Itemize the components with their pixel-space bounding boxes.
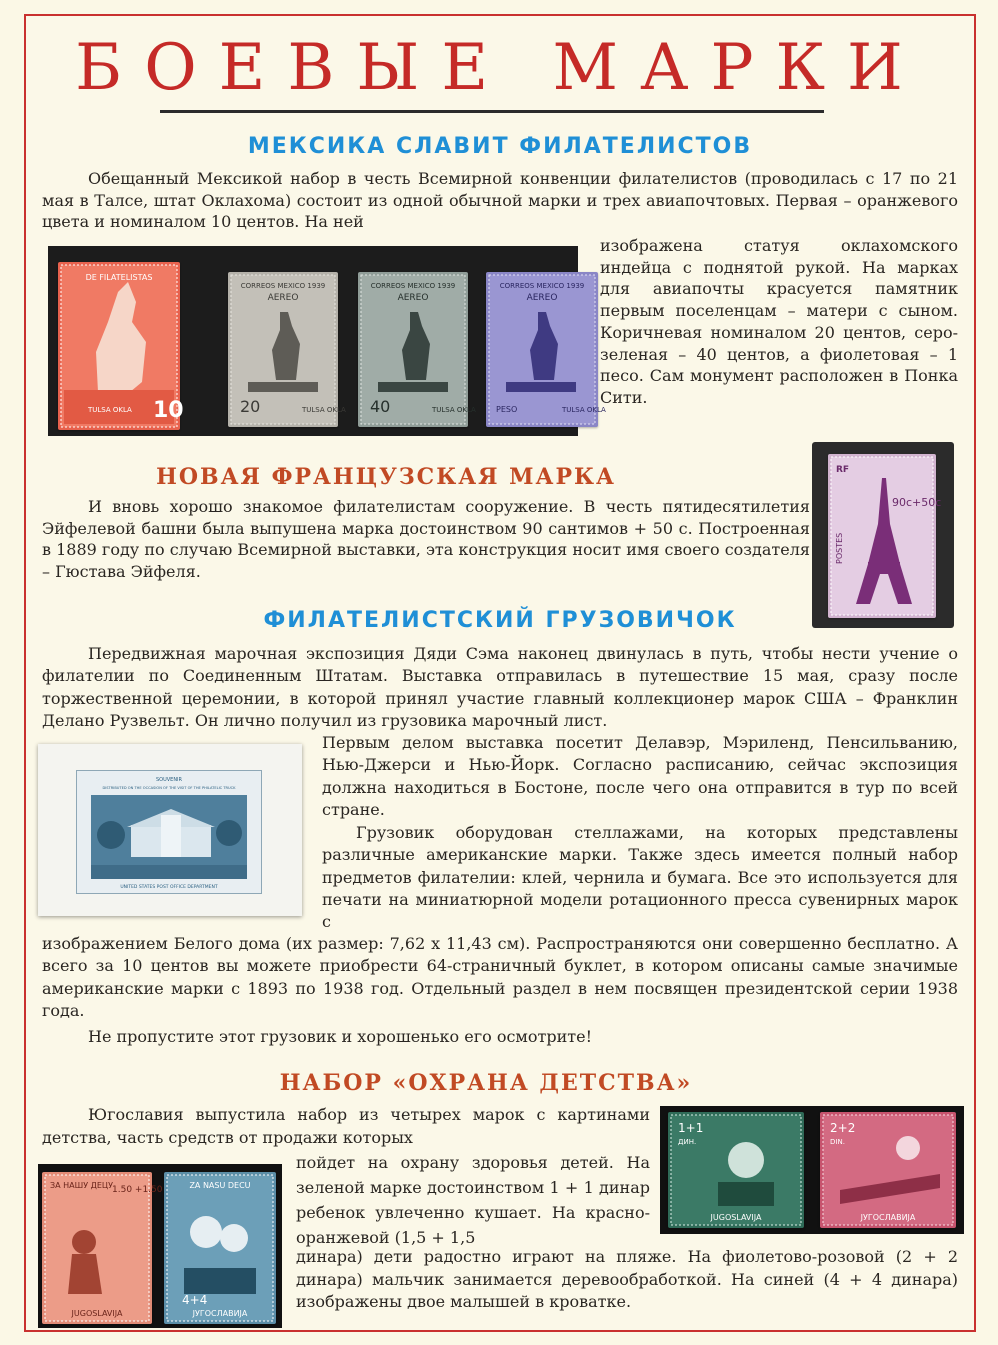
mexico-paragraph-side: изображена статуя оклахомского индейца с поднятой рукой. На марках для авиапочты красуется памятник первым поселенцам – матери с сыном. Коричневая номиналом 20 центов, серо-зеленая – 40 центов, а фиолетовая – 1 песо. Сам монумент расположен в Понка Сити. xyxy=(600,236,958,407)
yugo-stamps-photo-right xyxy=(660,1106,964,1234)
mexico-paragraph-top: Обещанный Мексикой набор в честь Всемирной конвенции филателистов (проводилась с 17 по 21 мая в Талсе, штат Оклахома) состоит из одной обычной марки и трех авиапочтовых. Первая – оранжевого цвета и номиналом 10 центов. На ней xyxy=(42,169,958,231)
mexico-stamp-20c xyxy=(228,272,346,427)
mexico-stamp-3-top: CORREOS MEXICO 1939 xyxy=(370,282,456,290)
mexico-stamps-photo xyxy=(48,246,606,436)
mexico-stamp-40c xyxy=(358,272,476,427)
mexico-stamp-1peso xyxy=(486,272,606,427)
white-house-sheet xyxy=(38,744,302,916)
mexico-stamp-3-sub: AEREO xyxy=(397,293,429,303)
mexico-stamp-4-unit: PESO xyxy=(496,405,518,414)
mexico-stamp-2-top: CORREOS MEXICO 1939 xyxy=(240,282,326,290)
mexico-stamp-1-value: 10 xyxy=(153,398,184,423)
mexico-stamp-4-city: TULSA OKLA xyxy=(562,406,606,414)
yugo-stamp-2 xyxy=(820,1112,956,1228)
yugo-stamp-3-unit: ДИН. xyxy=(678,1138,697,1146)
yugo-stamps-photo-left xyxy=(38,1164,282,1328)
yugo-stamp-4 xyxy=(164,1172,276,1324)
yugo-stamp-3-bottom: JUGOSLAVIJA xyxy=(710,1213,762,1222)
heading-france: НОВАЯ ФРАНЦУЗСКАЯ МАРКА xyxy=(156,464,616,490)
yugo-stamp-2-value: 4+4 xyxy=(182,1293,208,1307)
mexico-stamp-2-city: TULSA OKLA xyxy=(302,406,346,414)
mexico-stamp-2-sub: AEREO xyxy=(267,293,299,303)
yugo-stamp-4-bottom: ЈУГОСЛАВИЈА xyxy=(860,1213,916,1222)
yugo-stamp-2-top: ZA NASU DECU xyxy=(189,1181,251,1190)
truck-paragraph-top: Передвижная марочная экспозиция Дяди Сэма наконец двинулась в путь, чтобы нести учение о филателии по Соединенным Штатам. Выставка отправилась в путешествие 15 мая, сразу после торжественной церемонии, в которой принял участие главный коллекционер марок США – Франклин Делано Рузвельт. Он лично получил из грузовика марочный лист. xyxy=(42,644,958,730)
mexico-stamp-3-city: TULSA OKLA xyxy=(432,406,476,414)
mexico-stamp-4-top: CORREOS MEXICO 1939 xyxy=(499,282,585,290)
yugo-stamp-3-value: 1+1 xyxy=(678,1121,704,1135)
children-paragraph-side: пойдет на охрану здоровья детей. На зеленой марке достоинством 1 + 1 динар ребенок увлеченно кушает. На красно-оранжевой (1,5 + 1,5 xyxy=(296,1153,650,1247)
children-paragraph-top: Югославия выпустила набор из четырех марок с картинами детства, часть средств от продажи которых xyxy=(42,1105,650,1147)
truck-paragraph-side-1: Первым делом выставка посетит Делавэр, Мэриленд, Пенсильванию, Нью-Джерси и Нью-Йорк. Согласно расписанию, сейчас экспозиция должна находиться в Бостоне, после чего она отправится в тур по всей стране. xyxy=(322,733,958,819)
truck-paragraph-last: Не пропустите этот грузовик и хорошенько его осмотрите! xyxy=(88,1027,593,1046)
truck-paragraph-bottom: изображением Белого дома (их размер: 7,62 х 11,43 см). Распространяются они совершенно бесплатно. А всего за 10 центов вы можете приобрести 64-страничный буклет, в котором описаны самые значимые американские марки с 1893 по 1938 год. Отдельный раздел в нем посвящен президентской серии 1938 года. xyxy=(42,934,958,1020)
eiffel-stamp-postes: POSTES xyxy=(835,532,844,564)
mexico-stamp-1-top: DE FILATELISTAS xyxy=(85,273,153,282)
page-frame xyxy=(24,14,976,1332)
heading-mexico: МЕКСИКА СЛАВИТ ФИЛАТЕЛИСТОВ xyxy=(247,134,753,159)
children-paragraph-bottom: динара) дети радостно играют на пляже. На фиолетово-розовой (2 + 2 динара) мальчик занимается деревообработкой. На синей (4 + 4 динара) изображены двое малышей в кроватке. xyxy=(296,1247,958,1311)
page-title: БОЕВЫЕ МАРКИ xyxy=(75,31,925,105)
mexico-stamp-3-value: 40 xyxy=(370,397,391,416)
yugo-stamp-1-bottom: JUGOSLAVIJA xyxy=(71,1309,123,1318)
sheet-souvenir-label: SOUVENIR xyxy=(155,777,183,783)
yugo-stamp-2-bottom: ЈУГОСЛАВИЈА xyxy=(192,1309,248,1318)
eiffel-stamp-rf: RF xyxy=(836,465,850,475)
yugo-stamp-4-unit: DIN. xyxy=(830,1138,845,1146)
mexico-stamp-1-city: TULSA OKLA xyxy=(88,406,132,414)
yugo-stamp-1 xyxy=(668,1112,804,1228)
yugo-stamp-1-50 xyxy=(42,1172,163,1324)
heading-children: НАБОР «ОХРАНА ДЕТСТВА» xyxy=(279,1070,693,1096)
mexico-stamp-10c xyxy=(58,262,184,430)
sheet-caption: DISTRIBUTED ON THE OCCASION OF THE VISIT OF THE PHILATELIC TRUCK xyxy=(102,786,236,790)
yugo-stamp-1-top: ЗА НАШУ ДЕЦУ xyxy=(50,1181,113,1190)
truck-paragraph-side-2: Грузовик оборудован стеллажами, на которых представлены различные американские марки. Также здесь имеется полный набор предметов филателии: клей, чернила и бумага. Все это используется для печати на миниатюрной модели ротационного пресса сувенирных марок с xyxy=(322,823,958,932)
eiffel-stamp xyxy=(828,454,942,618)
yugo-stamp-4-value: 2+2 xyxy=(830,1121,856,1135)
yugo-stamp-1-value: 1.50 +1.50 xyxy=(112,1185,163,1195)
mexico-stamp-2-value: 20 xyxy=(240,397,261,416)
france-paragraph: И вновь хорошо знакомое филателистам сооружение. В честь пятидесятилетия Эйфелевой башни была выпушена марка достоинством 90 сантимов + 50 с. Построенная в 1889 году по случаю Всемирной выставки, эта конструкция носит имя своего создателя – Гюстава Эйфеля. xyxy=(42,497,810,581)
title-divider xyxy=(160,110,824,113)
heading-truck: ФИЛАТЕЛИСТСКИЙ ГРУЗОВИЧОК xyxy=(263,608,737,633)
mexico-stamp-4-sub: AEREO xyxy=(526,293,558,303)
sheet-bottom-label: UNITED STATES POST OFFICE DEPARTMENT xyxy=(120,885,218,890)
souvenir-sheet-frame xyxy=(76,770,262,894)
eiffel-stamp-value: 90c+50c xyxy=(892,496,942,509)
france-stamp-photo xyxy=(812,442,954,628)
